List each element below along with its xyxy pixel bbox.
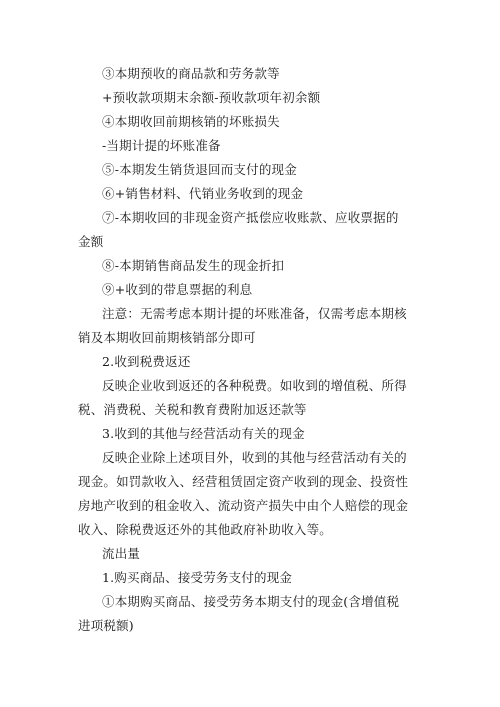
text-line: 房地产收到的租金收入、流动资产损失中由个人赔偿的现金 (78, 498, 409, 513)
text-line: ⑦-本期收回的非现金资产抵偿应收账款、应收票据的 (102, 210, 399, 225)
text-line: ⑥+销售材料、代销业务收到的现金 (102, 186, 304, 201)
text-line: +预收款项期末余额-预收款项年初余额 (102, 90, 321, 105)
text-line: ⑨+收到的带息票据的利息 (102, 282, 253, 297)
text-line: ③本期预收的商品款和劳务款等 (102, 66, 280, 81)
text-line: 反映企业收到返还的各种税费。如收到的增值税、所得 (102, 378, 407, 393)
note-line: 销及本期收回前期核销部分即可 (78, 330, 256, 345)
section-heading: 流出量 (102, 546, 141, 561)
text-line: 收入、除税费返还外的其他政府补助收入等。 (78, 522, 333, 537)
section-heading: 2.收到税费返还 (102, 354, 191, 369)
text-line: ①本期购买商品、接受劳务本期支付的现金(含增值税 (102, 594, 400, 609)
text-line: ⑤-本期发生销货退回而支付的现金 (102, 162, 297, 177)
section-heading: 3.收到的其他与经营活动有关的现金 (102, 426, 305, 441)
text-line: 税、消费税、关税和教育费附加返还款等 (78, 402, 307, 417)
text-line: 进项税额) (78, 618, 134, 633)
text-line: -当期计提的坏账准备 (102, 138, 221, 153)
text-line: ④本期收回前期核销的坏账损失 (102, 114, 280, 129)
note-line: 注意：无需考虑本期计提的坏账准备，仅需考虑本期核 (102, 306, 407, 321)
text-line: 现金。如罚款收入、经营租赁固定资产收到的现金、投资性 (78, 474, 409, 489)
text-line: ⑧-本期销售商品发生的现金折扣 (102, 258, 285, 273)
text-line: 反映企业除上述项目外，收到的其他与经营活动有关的 (102, 450, 407, 465)
text-line: 金额 (78, 234, 104, 249)
section-heading: 1.购买商品、接受劳务支付的现金 (102, 570, 293, 585)
